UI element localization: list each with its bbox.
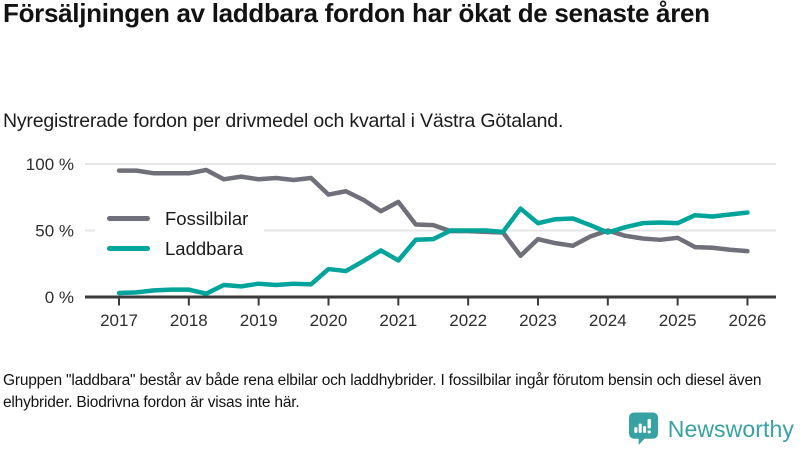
x-tick-label: 2023: [519, 311, 557, 330]
x-tick-label: 2021: [379, 311, 418, 330]
x-tick-label: 2024: [588, 311, 627, 330]
legend-row-fossilbilar: [107, 207, 248, 230]
legend-row-laddbara: [107, 237, 248, 260]
y-tick-label: 100 %: [25, 155, 74, 174]
brand-logo-link[interactable]: [628, 412, 794, 446]
x-tick-label: 2022: [449, 311, 488, 330]
legend-label: Laddbara: [165, 237, 244, 259]
legend: [95, 200, 264, 267]
legend-swatch-icon: [107, 246, 150, 251]
newsworthy-icon: [628, 412, 659, 446]
x-tick-label: 2018: [169, 311, 208, 330]
y-tick-label: 50 %: [35, 221, 74, 241]
x-tick-label: 2025: [658, 311, 697, 330]
chart-title: Försäljningen av laddbara fordon har ökat de senaste åren: [3, 0, 710, 28]
x-tick-label: 2026: [728, 311, 767, 330]
legend-label: Fossilbilar: [165, 207, 249, 229]
x-tick-label: 2019: [239, 311, 278, 330]
footer-note: Gruppen "laddbara" består av både rena elbilar och laddhybrider. I fossilbilar ingår förutom bensin och diesel även elhybrider. Biodrivna fordon är visas inte här.: [3, 372, 762, 411]
legend-swatch-icon: [107, 216, 150, 221]
y-tick-label: 0 %: [44, 288, 74, 307]
brand-name: Newsworthy: [667, 415, 794, 442]
chart-subtitle: Nyregistrerade fordon per drivmedel och kvartal i Västra Götaland.: [3, 110, 564, 132]
x-tick-label: 2020: [309, 311, 348, 330]
x-tick-label: 2017: [100, 311, 138, 330]
